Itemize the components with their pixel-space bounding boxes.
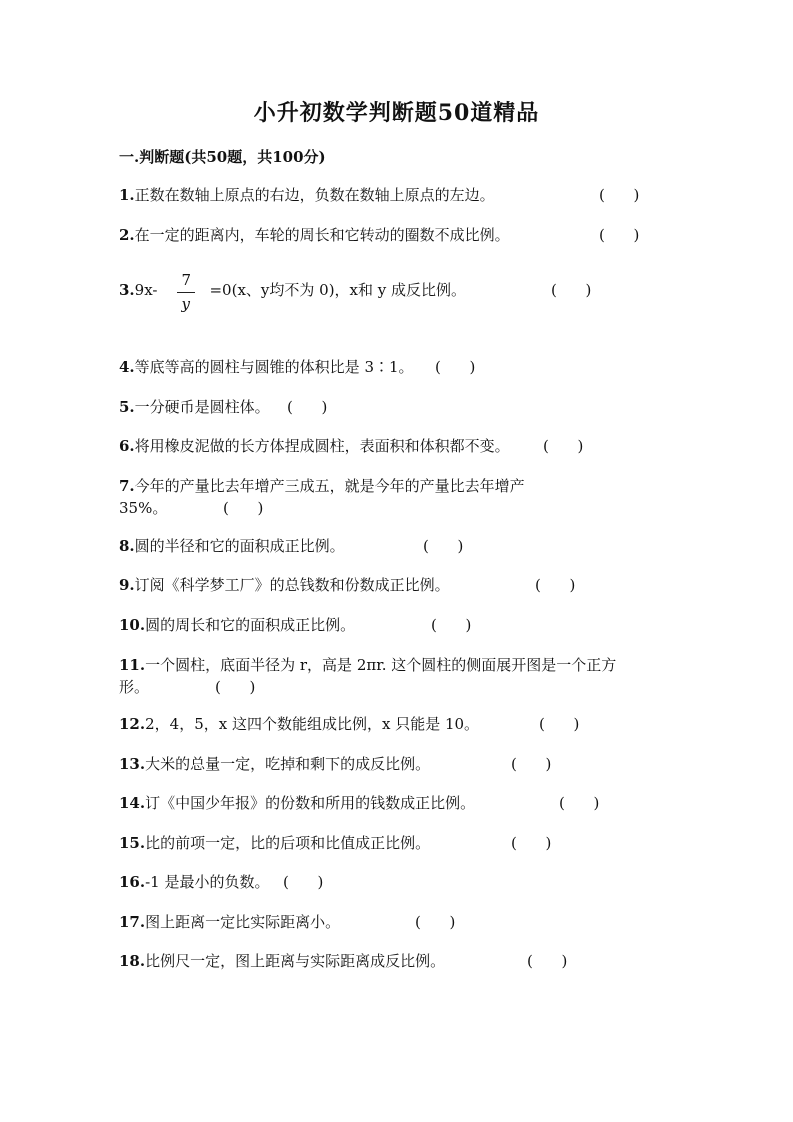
question-4 xyxy=(119,356,476,378)
question-text: 圆的周长和它的面积成正比例。 xyxy=(145,616,356,634)
question-number: 2. xyxy=(119,226,135,244)
answer-blank[interactable]: ( ) xyxy=(511,755,552,773)
question-8 xyxy=(119,535,464,557)
answer-blank[interactable]: ( ) xyxy=(431,616,472,634)
fraction-denominator: y xyxy=(181,295,190,313)
question-text: 将用橡皮泥做的长方体捏成圆柱，表面积和体积都不变。 xyxy=(134,437,510,455)
question-1 xyxy=(119,184,640,206)
question-17 xyxy=(119,911,456,933)
expression-prefix: 9x- xyxy=(134,281,158,299)
question-number: 10. xyxy=(119,616,146,634)
question-text: 2，4，5，x 这四个数能组成比例，x 只能是 10。 xyxy=(145,715,480,733)
fraction xyxy=(177,269,199,313)
question-text: 比例尺一定，图上距离与实际距离成反比例。 xyxy=(145,952,446,970)
question-number: 8. xyxy=(119,537,135,555)
fraction-numerator: 7 xyxy=(181,271,192,289)
question-text: 今年的产量比去年增产三成五，就是今年的产量比去年增产 xyxy=(134,477,525,495)
question-text: -1 是最小的负数。 xyxy=(145,873,270,891)
question-number: 18. xyxy=(119,952,146,970)
question-10 xyxy=(119,614,472,636)
answer-blank[interactable]: ( ) xyxy=(283,873,324,891)
question-18 xyxy=(119,950,568,972)
answer-blank[interactable]: ( ) xyxy=(543,437,584,455)
answer-blank[interactable]: ( ) xyxy=(287,398,328,416)
question-number: 14. xyxy=(119,794,146,812)
question-number: 15. xyxy=(119,834,146,852)
question-number: 17. xyxy=(119,913,146,931)
question-16 xyxy=(119,871,324,893)
answer-blank[interactable]: ( ) xyxy=(527,952,568,970)
question-2 xyxy=(119,224,640,246)
question-text-continued: 形。 xyxy=(119,678,150,696)
answer-blank[interactable]: ( ) xyxy=(559,794,600,812)
question-6 xyxy=(119,435,584,457)
question-number: 12. xyxy=(119,715,146,733)
question-text: 一个圆柱，底面半径为 r，高是 2πr. 这个圆柱的侧面展开图是一个正方 xyxy=(145,656,617,674)
answer-blank[interactable]: ( ) xyxy=(435,358,476,376)
question-text: 等底等高的圆柱与圆锥的体积比是 3∶1。 xyxy=(134,358,414,376)
question-text: 比的前项一定，比的后项和比值成正比例。 xyxy=(145,834,431,852)
page-title: 小升初数学判断题50道精品 xyxy=(253,100,540,126)
question-number: 4. xyxy=(119,358,135,376)
question-number: 1. xyxy=(119,186,135,204)
question-7 xyxy=(119,475,525,519)
question-text: 正数在数轴上原点的右边，负数在数轴上原点的左边。 xyxy=(134,186,495,204)
question-3 xyxy=(119,268,592,313)
question-number: 6. xyxy=(119,437,135,455)
answer-blank[interactable]: ( ) xyxy=(511,834,552,852)
question-text: 一分硬币是圆柱体。 xyxy=(134,398,270,416)
question-number: 7. xyxy=(119,477,135,495)
question-text: 圆的半径和它的面积成正比例。 xyxy=(134,537,345,555)
answer-blank[interactable]: ( ) xyxy=(599,186,640,204)
answer-blank[interactable]: ( ) xyxy=(223,499,264,517)
question-text: 大米的总量一定，吃掉和剩下的成反比例。 xyxy=(145,755,431,773)
question-text: 在一定的距离内，车轮的周长和它转动的圈数不成比例。 xyxy=(134,226,510,244)
answer-blank[interactable]: ( ) xyxy=(423,537,464,555)
answer-blank[interactable]: ( ) xyxy=(535,576,576,594)
question-number: 5. xyxy=(119,398,135,416)
question-number: 13. xyxy=(119,755,146,773)
answer-blank[interactable]: ( ) xyxy=(551,281,592,299)
answer-blank[interactable]: ( ) xyxy=(415,913,456,931)
question-13 xyxy=(119,753,552,775)
question-14 xyxy=(119,792,600,814)
answer-blank[interactable]: ( ) xyxy=(539,715,580,733)
question-15 xyxy=(119,832,552,854)
question-number: 3. xyxy=(119,281,135,299)
question-12 xyxy=(119,713,580,735)
question-number: 11. xyxy=(119,656,146,674)
question-text: 订《中国少年报》的份数和所用的钱数成正比例。 xyxy=(145,794,476,812)
question-text: =0(x、y均不为 0)，x和 y 成反比例。 xyxy=(209,281,467,299)
question-5 xyxy=(119,396,328,418)
answer-blank[interactable]: ( ) xyxy=(599,226,640,244)
question-9 xyxy=(119,574,576,596)
question-number: 16. xyxy=(119,873,146,891)
question-text-continued: 35%。 xyxy=(119,499,168,517)
answer-blank[interactable]: ( ) xyxy=(215,678,256,696)
question-11 xyxy=(119,654,616,698)
question-number: 9. xyxy=(119,576,135,594)
question-text: 订阅《科学梦工厂》的总钱数和份数成正比例。 xyxy=(134,576,450,594)
question-text: 图上距离一定比实际距离小。 xyxy=(145,913,341,931)
section-heading: 一.判断题(共50题，共100分) xyxy=(119,148,326,166)
